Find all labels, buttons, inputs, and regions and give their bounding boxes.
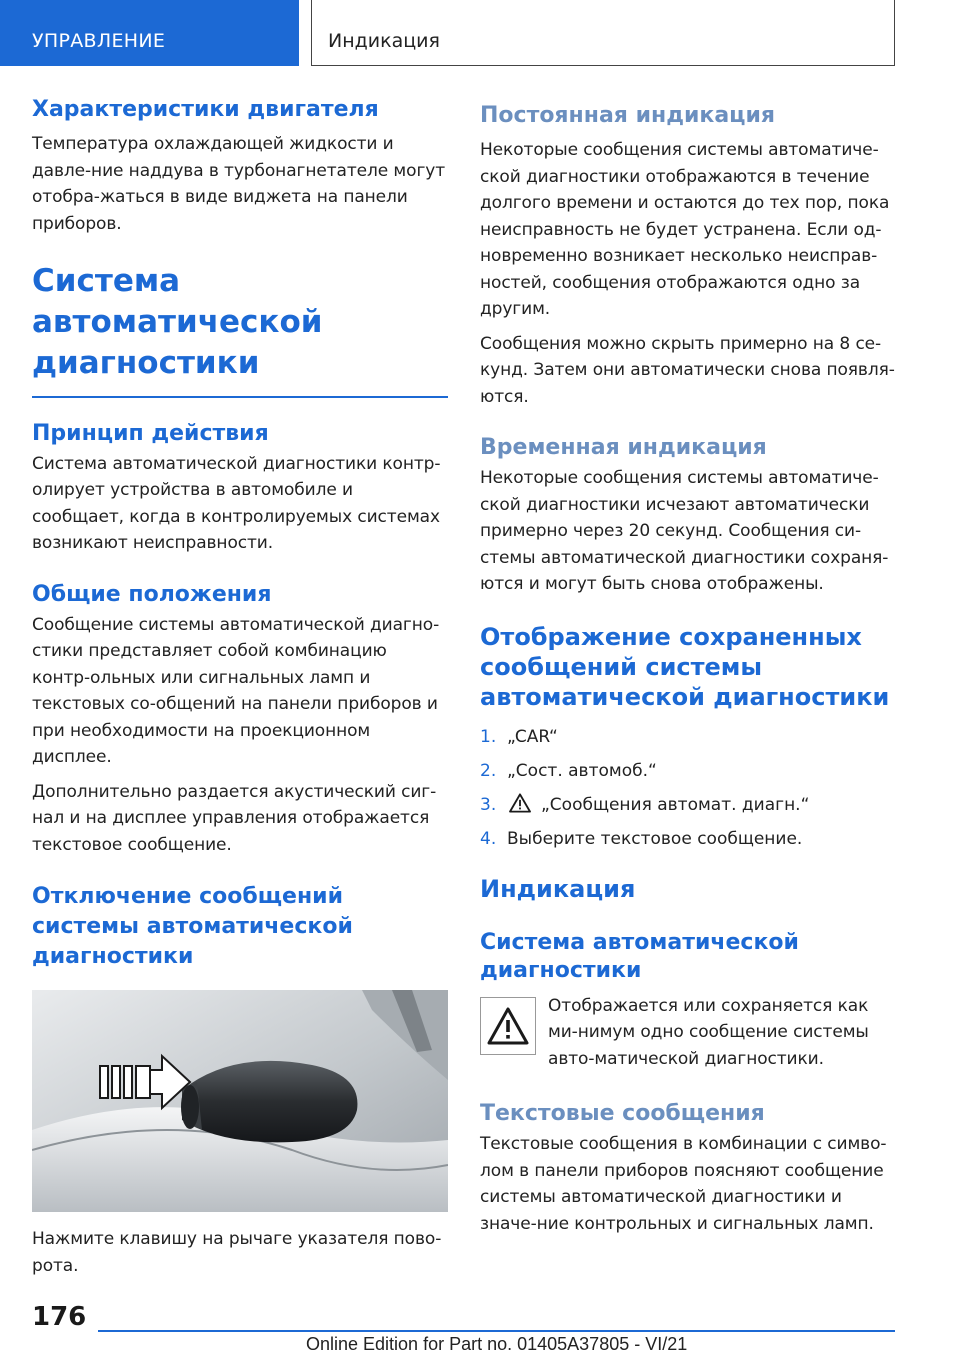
step-number: 4.	[480, 828, 497, 849]
list-item	[480, 724, 896, 750]
left-column	[32, 96, 448, 1279]
permanent-text-2: Сообщения можно скрыть примерно на 8 се-кунд. Затем они автоматически снова появля-ются.	[480, 333, 895, 407]
principle-heading: Принцип действия	[32, 420, 269, 446]
title-rule	[32, 396, 448, 398]
step-number: 3.	[480, 794, 497, 815]
principle-text: Система автоматической диагностики контр-олирует устройства в автомобиле и сообщает, когда в контролируемых системах возникают неисправности.	[32, 453, 441, 553]
textmsg-heading: Текстовые сообщения	[480, 1101, 765, 1126]
step-text: „Сообщения автомат. диагн.“	[541, 794, 810, 815]
step-number: 1.	[480, 726, 497, 747]
step-number: 2.	[480, 760, 497, 781]
footer-rule	[98, 1330, 895, 1332]
right-column	[480, 96, 896, 1237]
warning-triangle-icon	[509, 793, 531, 813]
chapter-title: Индикация	[311, 0, 895, 66]
symbol-box	[480, 997, 536, 1055]
turn-signal-lever-photo	[32, 990, 448, 1212]
symbol-text: Отображается или сохраняется как ми-нимум одно сообщение системы авто-матической диагностики.	[548, 995, 869, 1069]
list-item	[480, 758, 896, 784]
page-number: 176	[32, 1302, 87, 1332]
general-text-1: Сообщение системы автоматической диагно-стики представляет собой комбинацию контр-ольных или сигнальных ламп и текстовых со-общений на панели приборов и при необходимости на проекционном дисплее.	[32, 614, 440, 767]
step-text: „Сост. автомоб.“	[507, 760, 657, 781]
textmsg-text: Текстовые сообщения в комбинации с симво-лом в панели приборов поясняют сообщение системы автоматической диагностики и значе-ние контрольных и сигнальных ламп.	[480, 1134, 887, 1234]
permanent-text-1: Некоторые сообщения системы автоматиче-ской диагностики отображаются в течение долгого времени и остаются до тех пор, пока неисправность не будет устранена. Если од-новременно возникает несколько неисправ-ностей, сообщения отображаются одно за другим.	[480, 140, 890, 319]
permanent-heading: Постоянная индикация	[480, 103, 776, 128]
display-heading: Индикация	[480, 874, 636, 903]
stored-heading: Отображение сохраненных сообщений системы автоматической диагностики	[480, 622, 890, 711]
general-heading: Общие положения	[32, 581, 272, 607]
cbs-title: Система автоматической диагностики	[32, 263, 323, 381]
disable-heading: Отключение сообщений системы автоматической диагностики	[32, 884, 353, 969]
list-item	[480, 826, 896, 852]
list-item	[480, 792, 896, 818]
engine-text: Температура охлаждающей жидкости и давле-ние наддува в турбонагнетателе могут отобра-жаться в виде виджета на панели приборов.	[32, 134, 446, 234]
cbs-sub-heading: Система автоматической диагностики	[480, 929, 799, 983]
steps-list	[480, 724, 896, 852]
edition-note: Online Edition for Part no. 01405A37805 - VI/21	[306, 1334, 688, 1354]
photo-caption: Нажмите клавишу на рычаге указателя пово-рота.	[32, 1229, 442, 1276]
temporary-heading: Временная индикация	[480, 435, 767, 460]
general-text-2: Дополнительно раздается акустический сиг-нал и на дисплее управления отображается текстовое сообщение.	[32, 781, 437, 855]
symbol-row	[480, 993, 896, 1073]
temporary-text: Некоторые сообщения системы автоматиче-ской диагностики исчезают автоматически примерно через 20 секунд. Сообщения си-стемы автоматической диагностики сохраня-ются и могут быть снова отображены.	[480, 468, 889, 594]
engine-heading: Характеристики двигателя	[32, 97, 379, 122]
section-tab: УПРАВЛЕНИЕ	[0, 0, 299, 66]
step-text: Выберите текстовое сообщение.	[507, 828, 803, 849]
step-text: „CAR“	[507, 726, 558, 747]
warning-triangle-icon	[486, 1006, 530, 1046]
